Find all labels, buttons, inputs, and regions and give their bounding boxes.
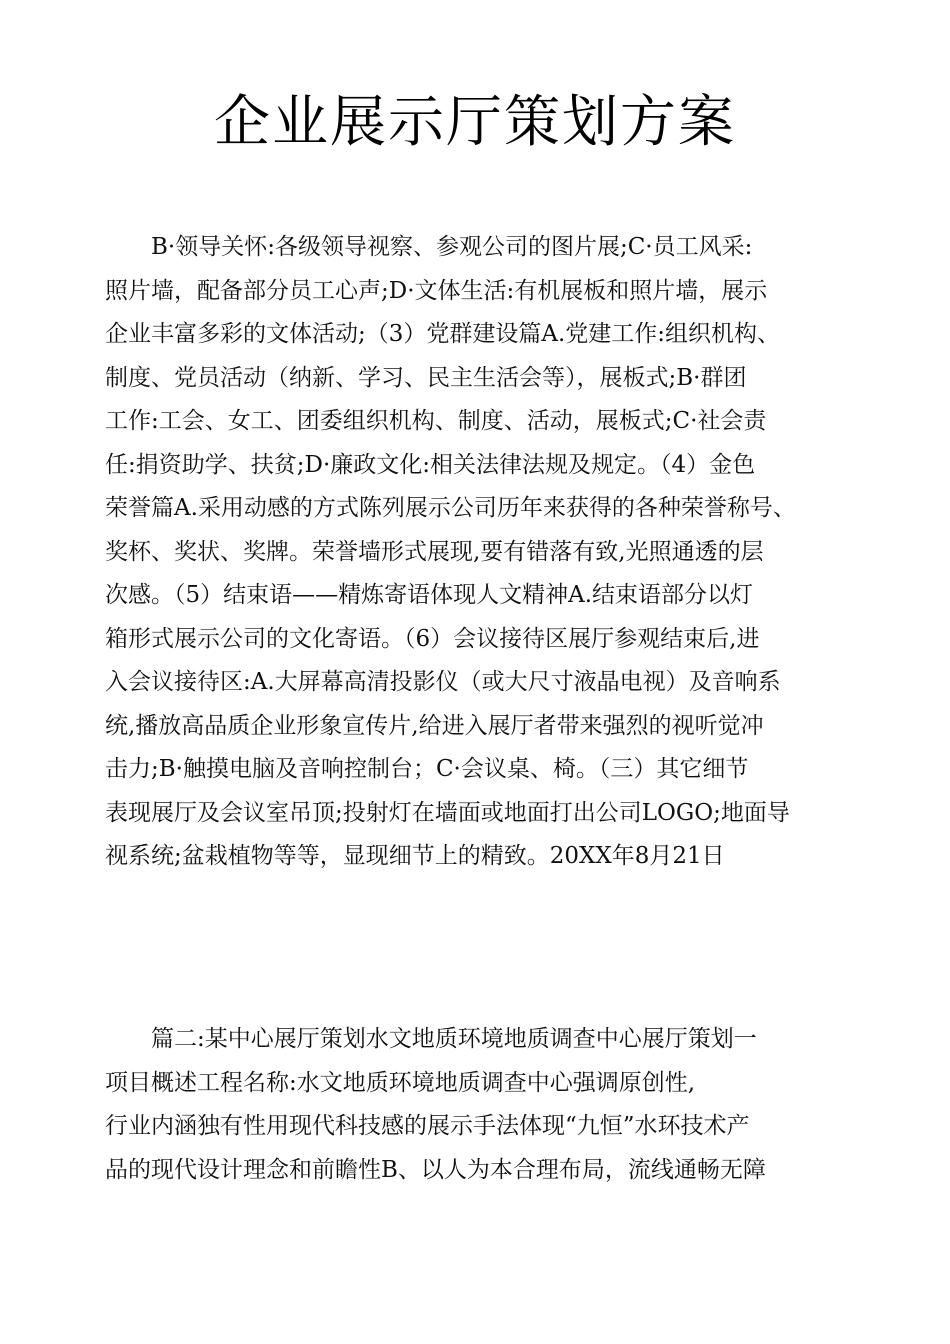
paragraph-line: 制度、党员活动（纳新、学习、民主生活会等），展板式;B·群团: [105, 364, 747, 391]
paragraph-line: B·领导关怀:各级领导视察、参观公司的图片展;C·员工风采:: [105, 234, 753, 260]
paragraph-line: 奖杯、奖状、奖牌。荣誉墙形式展现,要有错落有致,光照通透的层: [105, 538, 764, 565]
paragraph-line: 次感。（5）结束语——精炼寄语体现人文精神A.结束语部分以灯: [105, 582, 754, 608]
paragraph-line: 入会议接待区:A.大屏幕高清投影仪（或大尺寸液晶电视）及音响系: [105, 669, 781, 695]
paragraph-line: 统,播放高品质企业形象宣传片,给进入展厅者带来强烈的视听觉冲: [105, 712, 764, 739]
paragraph-line: 工作:工会、女工、团委组织机构、制度、活动，展板式;C·社会责: [105, 408, 767, 434]
paragraph-line: 表现展厅及会议室吊顶;投射灯在墙面或地面打出公司LOGO;地面导: [105, 799, 790, 826]
paragraph-line: 行业内涵独有性用现代科技感的展示手法体现“九恒”水环技术产: [105, 1113, 750, 1139]
paragraph-1: [105, 226, 850, 879]
paragraph-2: [105, 1018, 850, 1192]
document-title: 企业展示厅策划方案: [214, 90, 736, 155]
paragraph-line: 视系统;盆栽植物等等，显现细节上的精致。20XX年8月21日: [105, 843, 725, 869]
paragraph-line: 任:捐资助学、扶贫;D·廉政文化:相关法律法规及规定。（4）金色: [105, 451, 756, 478]
paragraph-line: 击力;B·触摸电脑及音响控制台；C·会议桌、椅。（三）其它细节: [105, 756, 749, 782]
paragraph-line: 照片墙，配备部分员工心声;D·文体生活:有机展板和照片墙，展示: [105, 277, 768, 304]
paragraph-line: 篇二:某中心展厅策划水文地质环境地质调查中心展厅策划一: [105, 1026, 757, 1052]
paragraph-line: 品的现代设计理念和前瞻性B、以人为本合理布局，流线通畅无障: [105, 1156, 766, 1183]
paragraph-line: 箱形式展示公司的文化寄语。（6）会议接待区展厅参观结束后,进: [105, 625, 760, 652]
paragraph-line: 荣誉篇A.采用动感的方式陈列展示公司历年来获得的各种荣誉称号、: [105, 495, 796, 521]
paragraph-line: 项目概述工程名称:水文地质环境地质调查中心强调原创性,: [105, 1069, 696, 1096]
paragraph-line: 企业丰富多彩的文体活动;（3）党群建设篇A.党建工作:组织机构、: [105, 321, 781, 347]
